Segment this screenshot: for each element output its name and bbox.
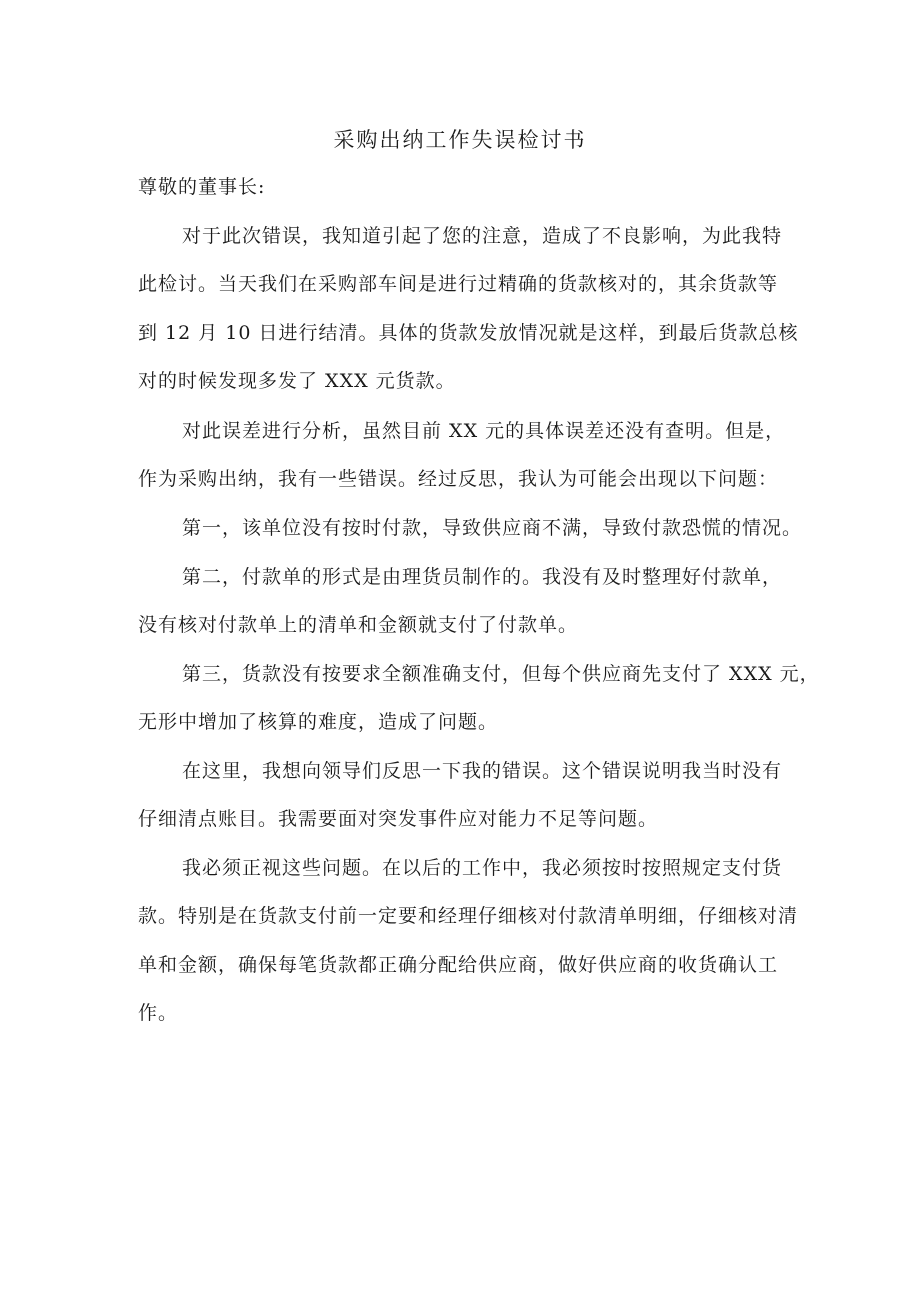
paragraph-line: 仔细清点账目。我需要面对突发事件应对能力不足等问题。 — [138, 808, 659, 830]
paragraph-line: 到 12 月 10 日进行结清。具体的货款发放情况就是这样，到最后货款总核 — [138, 322, 799, 344]
salutation: 尊敬的董事长: — [138, 176, 266, 198]
paragraph-line: 对的时候发现多发了 XXX 元货款。 — [138, 370, 456, 392]
paragraph-line: 对于此次错误，我知道引起了您的注意，造成了不良影响，为此我特 — [182, 225, 783, 247]
paragraph-line: 没有核对付款单上的清单和金额就支付了付款单。 — [138, 614, 579, 636]
paragraph-line: 此检讨。当天我们在采购部车间是进行过精确的货款核对的，其余货款等 — [138, 273, 779, 295]
paragraph-line: 款。特别是在货款支付前一定要和经理仔细核对付款清单明细，仔细核对清 — [138, 905, 799, 927]
paragraph-line: 单和金额，确保每笔货款都正确分配给供应商，做好供应商的收货确认工 — [138, 954, 779, 976]
paragraph-line: 第三，货款没有按要求全额准确支付，但每个供应商先支付了 XXX 元， — [182, 663, 820, 685]
paragraph-line: 作。 — [138, 1002, 179, 1024]
paragraph-line: 我必须正视这些问题。在以后的工作中，我必须按时按照规定支付货 — [182, 857, 783, 879]
paragraph-line: 作为采购出纳，我有一些错误。经过反思，我认为可能会出现以下问题： — [138, 468, 779, 490]
paragraph-line: 无形中增加了核算的难度，造成了问题。 — [138, 711, 499, 733]
paragraph-line: 第二，付款单的形式是由理货员制作的。我没有及时整理好付款单， — [182, 566, 783, 588]
paragraph-line: 第一，该单位没有按时付款，导致供应商不满，导致付款恐慌的情况。 — [182, 517, 803, 539]
paragraph-line: 在这里，我想向领导们反思一下我的错误。这个错误说明我当时没有 — [182, 760, 783, 782]
paragraph-line: 对此误差进行分析，虽然目前 XX 元的具体误差还没有查明。但是， — [182, 420, 786, 442]
document-title: 采购出纳工作失误检讨书 — [333, 128, 587, 152]
